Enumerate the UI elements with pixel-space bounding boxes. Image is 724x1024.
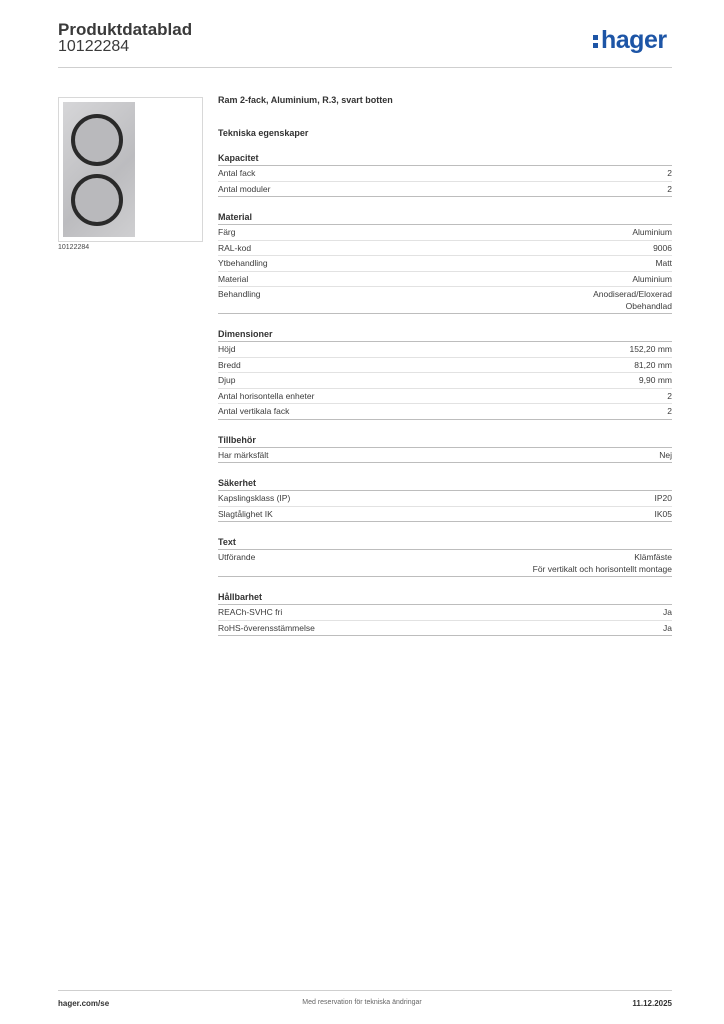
spec-value [667,184,672,196]
spec-value [667,391,672,403]
spec-label: Antal moduler [218,183,271,194]
spec-row [218,241,672,257]
section-title: Kapacitet [218,153,672,166]
section-title: Säkerhet [218,478,672,491]
section-title: Text [218,537,672,550]
spec-row [218,373,672,389]
spec-row [218,182,672,198]
spec-label: RoHS-överensstämmelse [218,622,315,633]
spec-label: Färg [218,227,236,237]
spec-label: Utförande [218,552,256,562]
hager-logo-dots-icon [593,35,598,51]
spec-value [659,450,672,462]
spec-value [639,375,672,387]
spec-value-line: 2 [667,406,672,416]
spec-value-line: Aluminium [632,227,672,237]
product-title: Ram 2-fack, Aluminium, R.3, svart botten [218,95,393,105]
specification-content [218,95,672,636]
spec-value [655,493,673,505]
spec-value-line: 2 [667,390,672,401]
spec-row [218,342,672,358]
spec-label: Antal vertikala fack [218,406,290,416]
spec-section [218,478,672,522]
spec-value-line: Obehandlad [625,300,672,311]
spec-value [667,406,672,418]
spec-row [218,448,672,464]
product-image [58,97,203,242]
spec-value [632,274,672,286]
spec-section [218,592,672,636]
spec-label: Antal horisontella enheter [218,390,315,401]
spec-value [655,258,672,270]
spec-label: Behandling [218,289,261,299]
spec-value [632,227,672,239]
spec-value [667,168,672,180]
spec-value [663,623,672,635]
spec-row [218,389,672,405]
spec-row [218,621,672,637]
spec-value [593,289,672,312]
section-title: Dimensioner [218,329,672,342]
spec-value [629,344,672,356]
spec-value [663,607,672,619]
spec-row [218,605,672,621]
spec-value [653,243,672,255]
header-divider [58,67,672,68]
spec-label: Antal fack [218,168,256,178]
specification-sections [218,153,672,636]
spec-label: Bredd [218,359,241,370]
spec-value [634,360,672,372]
section-title: Hållbarhet [218,592,672,605]
spec-row [218,404,672,420]
footer-website: hager.com/se [58,999,110,1008]
spec-value-line: IP20 [654,493,672,503]
spec-label: Kapslingsklass (IP) [218,493,291,503]
spec-row [218,287,672,314]
spec-value-line: Klämfäste [634,552,672,562]
spec-value-line: Ja [663,622,672,633]
spec-label: Ytbehandling [218,258,268,268]
footer-notice: Med reservation för tekniska ändringar [302,999,422,1006]
spec-section [218,435,672,464]
image-caption: 10122284 [58,244,90,251]
spec-label: Djup [218,375,236,385]
frame-plate [63,102,135,237]
spec-row [218,491,672,507]
spec-value-line: 2 [667,183,672,194]
spec-label: RAL-kod [218,242,252,253]
spec-value-line: Matt [655,258,672,268]
footer-divider [58,990,672,991]
frame-opening-bottom [71,174,123,226]
footer-date: 11.12.2025 [632,999,672,1008]
spec-label: Material [218,273,249,284]
technical-properties-heading: Tekniska egenskaper [218,128,309,138]
spec-row [218,256,672,272]
spec-value-line: För vertikalt och horisontellt montage [532,563,672,574]
spec-value-line: 152,20 mm [629,344,672,354]
spec-value-line: 2 [667,168,672,178]
spec-row [218,166,672,182]
spec-value-line: Ja [663,607,672,617]
spec-label: Höjd [218,344,236,354]
section-title: Tillbehör [218,435,672,448]
spec-label: REACh-SVHC fri [218,607,283,617]
spec-row [218,272,672,288]
spec-section [218,212,672,314]
spec-label: Har märksfält [218,449,269,460]
spec-value-line: 81,20 mm [634,359,672,370]
spec-value [655,509,673,521]
spec-value [533,552,672,575]
spec-row [218,550,672,577]
frame-opening-top [71,114,123,166]
spec-value-line: 9006 [653,242,672,253]
spec-section [218,329,672,420]
spec-value-line: Aluminium [632,273,672,284]
hager-logo [593,26,667,55]
spec-row [218,225,672,241]
product-number: 10122284 [58,38,130,55]
spec-value-line: Nej [659,449,672,460]
spec-row [218,358,672,374]
spec-section [218,153,672,197]
spec-value-line: Anodiserad/Eloxerad [593,289,672,299]
spec-label: Slagtålighet IK [218,508,273,519]
spec-value-line: 9,90 mm [638,375,672,385]
spec-section [218,537,672,577]
section-title: Material [218,212,672,225]
document-title: Produktdatablad [58,20,193,39]
spec-row [218,507,672,523]
spec-value-line: IK05 [654,508,672,519]
hager-logo-text: hager [601,26,667,54]
